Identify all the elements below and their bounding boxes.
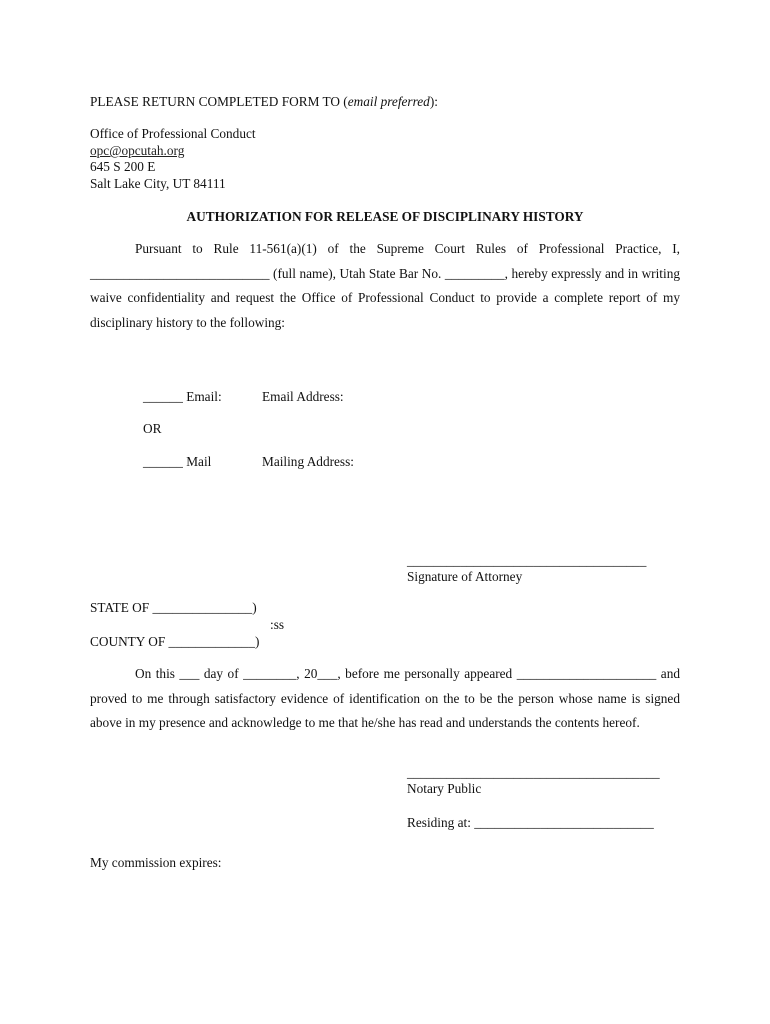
signature-line: ____________________________________ bbox=[407, 553, 647, 568]
office-name: Office of Professional Conduct bbox=[90, 126, 256, 141]
email-option: ______ Email: bbox=[143, 389, 222, 404]
return-instruction-text: PLEASE RETURN COMPLETED FORM TO ( bbox=[90, 94, 348, 109]
notary-paragraph bbox=[90, 662, 680, 736]
email-preferred-note: email preferred bbox=[347, 94, 430, 109]
office-city: Salt Lake City, UT 84111 bbox=[90, 176, 226, 191]
email-address-label: Email Address: bbox=[262, 389, 344, 404]
authorization-paragraph bbox=[90, 237, 680, 335]
ss-marker: :ss bbox=[270, 617, 285, 632]
notary-signature-line: ______________________________________ bbox=[407, 765, 660, 780]
county-of-line: COUNTY OF _____________) bbox=[90, 634, 260, 649]
signature-label: Signature of Attorney bbox=[407, 569, 523, 584]
office-email-link[interactable]: opc@opcutah.org bbox=[90, 143, 185, 158]
office-street: 645 S 200 E bbox=[90, 159, 156, 174]
state-of-line: STATE OF _______________) bbox=[90, 600, 257, 615]
mail-option: ______ Mail bbox=[143, 454, 212, 469]
commission-expires: My commission expires: bbox=[90, 855, 222, 870]
document-title: AUTHORIZATION FOR RELEASE OF DISCIPLINARY HISTORY bbox=[186, 209, 584, 224]
authorization-text: Pursuant to Rule 11-561(a)(1) of the Supreme Court Rules of Professional Practice, I, ___________________________ (full name), Utah State Bar No. _________, hereby expressly and in writing waive confidentiality and request the Office of Professional Conduct to provide a complete report of my disciplinary history to the following: bbox=[90, 241, 680, 330]
residing-at-line: Residing at: ___________________________ bbox=[407, 815, 654, 830]
notary-text: On this ___ day of ________, 20___, before me personally appeared _____________________ and proved to me through satisfactory evidence of identification on the to be the person whose name is signed above in my presence and acknowledge to me that he/she has read and understands the contents hereof. bbox=[90, 666, 680, 730]
or-label: OR bbox=[143, 421, 162, 436]
mailing-address-label: Mailing Address: bbox=[262, 454, 354, 469]
notary-public-label: Notary Public bbox=[407, 781, 482, 796]
return-instruction-suffix: ): bbox=[429, 94, 438, 109]
return-instruction bbox=[90, 94, 438, 110]
